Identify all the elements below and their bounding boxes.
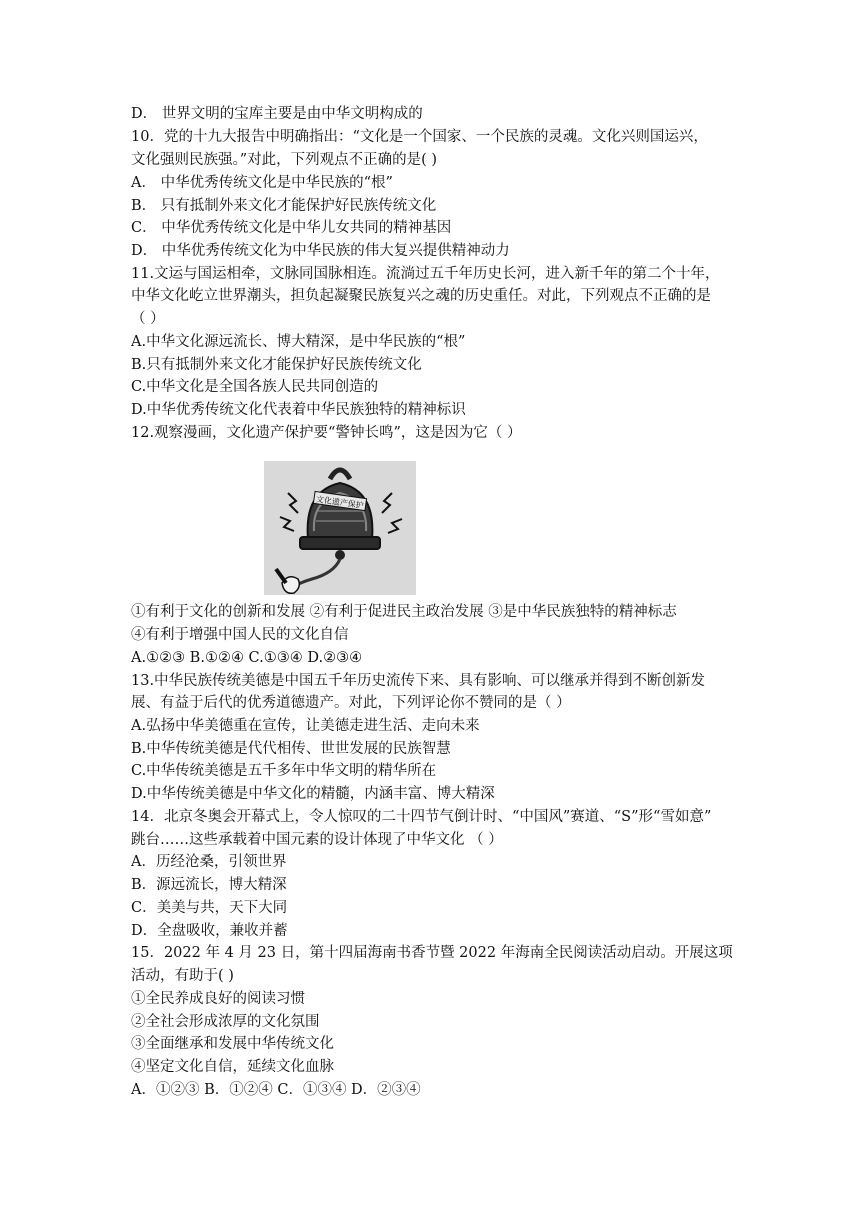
q10-option-b: B． 只有抵制外来文化才能保护好民族传统文化 bbox=[131, 198, 437, 214]
q9-option-d: D． 世界文明的宝库主要是由中华文明构成的 bbox=[131, 106, 423, 122]
q15-choice-3: ③全面继承和发展中华传统文化 bbox=[131, 1036, 334, 1052]
q13-option-c: C.中华传统美德是五千多年中华文明的精华所在 bbox=[131, 763, 437, 779]
q15-answer-options: A．①②③ B．①②④ C．①③④ D．②③④ bbox=[131, 1082, 421, 1098]
q15-stem-line-2: 活动，有助于( ) bbox=[131, 968, 234, 984]
q11-option-c: C.中华文化是全国各族人民共同创造的 bbox=[131, 379, 379, 395]
q14-option-d: D．全盘吸收，兼收并蓄 bbox=[131, 923, 288, 939]
q13-option-d: D.中华传统美德是中华文化的精髓，内涵丰富、博大精深 bbox=[131, 786, 495, 802]
q10-option-a: A． 中华优秀传统文化是中华民族的“根” bbox=[131, 175, 393, 191]
q12-choices-line-1: ①有利于文化的创新和发展 ②有利于促进民主政治发展 ③是中华民族独特的精神标志 bbox=[131, 604, 677, 620]
q13-option-b: B.中华传统美德是代代相传、世世发展的民族智慧 bbox=[131, 741, 451, 757]
q14-option-b: B．源远流长，博大精深 bbox=[131, 877, 287, 893]
q13-stem-line-1: 13.中华民族传统美德是中国五千年历史流传下来、具有影响、可以继承并得到不断创新发 bbox=[131, 673, 706, 689]
q14-stem-line-2: 跳台……这些承载着中国元素的设计体现了中华文化 （ ） bbox=[131, 832, 503, 848]
q11-option-a: A.中华文化源远流长、博大精深，是中华民族的“根” bbox=[131, 334, 466, 350]
q10-stem-line-2: 文化强则民族强。”对此，下列观点不正确的是( ) bbox=[131, 152, 438, 168]
q11-option-d: D.中华优秀传统文化代表着中华民族独特的精神标识 bbox=[131, 402, 466, 418]
q13-option-a: A.弘扬中华美德重在宣传，让美德走进生活、走向未来 bbox=[131, 718, 480, 734]
q14-option-c: C．美美与共，天下大同 bbox=[131, 900, 288, 916]
q10-stem-line-1: 10．党的十九大报告中明确指出：“文化是一个国家、一个民族的灵魂。文化兴则国运兴， bbox=[131, 129, 708, 145]
bell-label-text: 文化遗产保护 bbox=[315, 494, 365, 511]
q10-option-d: D． 中华优秀传统文化为中华民族的伟大复兴提供精神动力 bbox=[131, 243, 510, 259]
q15-choice-4: ④坚定文化自信，延续文化血脉 bbox=[131, 1059, 334, 1075]
q11-stem-line-3: （ ） bbox=[131, 311, 165, 327]
q15-choice-1: ①全民养成良好的阅读习惯 bbox=[131, 991, 305, 1007]
q14-stem-line-1: 14．北京冬奥会开幕式上，令人惊叹的二十四节气倒计时、“中国风”赛道、“S”形“雪如意” bbox=[131, 809, 712, 825]
q15-stem-line-1: 15．2022 年 4 月 23 日，第十四届海南书香节暨 2022 年海南全民阅读活动启动。开展这项 bbox=[131, 945, 733, 961]
q15-choice-2: ②全社会形成浓厚的文化氛围 bbox=[131, 1014, 320, 1030]
q12-choices-line-2: ④有利于增强中国人民的文化自信 bbox=[131, 627, 349, 643]
q13-stem-line-2: 展、有益于后代的优秀道德遗产。对此，下列评论你不赞同的是（ ） bbox=[131, 695, 571, 711]
q10-option-c: C． 中华优秀传统文化是中华儿女共同的精神基因 bbox=[131, 220, 452, 236]
q11-option-b: B.只有抵制外来文化才能保护好民族传统文化 bbox=[131, 357, 422, 373]
q14-option-a: A．历经沧桑，引领世界 bbox=[131, 854, 287, 870]
alarm-bell-cartoon bbox=[264, 461, 416, 595]
q12-stem: 12.观察漫画，文化遗产保护要“警钟长鸣”，这是因为它（ ） bbox=[131, 425, 522, 441]
q11-stem-line-1: 11.文运与国运相牵，文脉同国脉相连。流淌过五千年历史长河，进入新千年的第二个十年， bbox=[131, 266, 720, 282]
q11-stem-line-2: 中华文化屹立世界潮头，担负起凝聚民族复兴之魂的历史重任。对此，下列观点不正确的是 bbox=[131, 288, 711, 304]
bell-illustration bbox=[264, 461, 416, 595]
q12-answer-options: A.①②③ B.①②④ C.①③④ D.②③④ bbox=[131, 650, 363, 666]
